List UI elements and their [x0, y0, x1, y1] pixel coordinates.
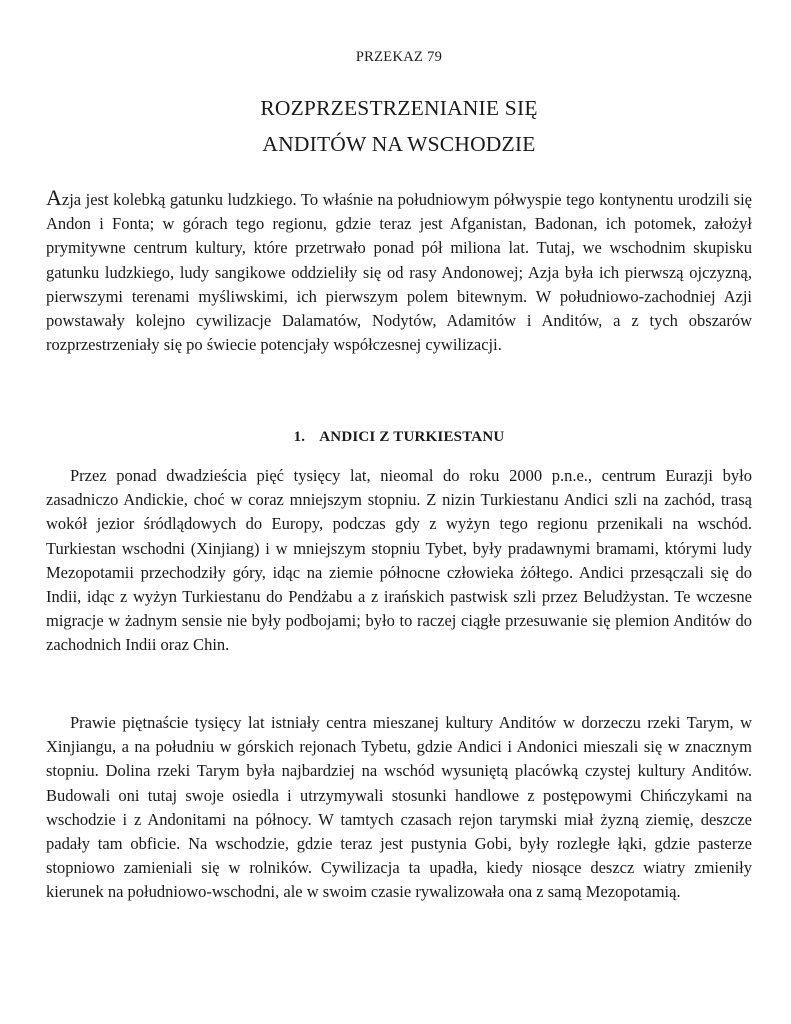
section-title: ANDICI Z TURKIESTANU — [319, 429, 505, 445]
intro-text: zja jest kolebką gatunku ludzkiego. To właśnie na południowym półwyspie tego kontynentu urodzili się Andon i Fonta; w górach tego regionu, gdzie teraz jest Afganistan, Badonan, ich potomek, założył prymitywne centrum kultury, które przetrwało ponad pół miliona lat. Tutaj, we wschodnim skupisku gatunku ludzkiego, ludy sangikowe oddzieliły się od rasy Andonowej; Azja była ich pierwszą ojczyzną, pierwszymi terenami myśliwskimi, ich pierwszym polem bitewnym. W południowo-zachodniej Azji powstawały kolejno cywilizacje Dalamatów, Nodytów, Adamitów i Anditów, a z tych obszarów rozprzestrzeniały się po świecie potencjały współczesnej cywilizacji. — [46, 190, 752, 355]
body-paragraph: Przez ponad dwadzieścia pięć tysięcy lat, nieomal do roku 2000 p.n.e., centrum Eurazji było zasadniczo Andickie, choć w coraz mniejszym stopniu. Z nizin Turkiestanu Andici szli na zachód, trasą wokół jezior śródlądowych do Europy, podczas gdy z wyżyn tego regionu przenikali na wschód. Turkiestan wschodni (Xinjiang) i w mniejszym stopniu Tybet, były pradawnymi bramami, którymi ludy Mezopotamii przechodziły góry, idąc na ziemie północne człowieka żółtego. Andici przesączali się do Indii, idąc z wyżyn Turkiestanu do Pendżabu a z irańskich pastwisk szli przez Beludżystan. Te wczesne migracje w żadnym sensie nie były podbojami; było to raczej ciągłe przesuwanie się plemion Anditów do zachodnich Indii oraz Chin. — [46, 466, 752, 655]
body-paragraph: Prawie piętnaście tysięcy lat istniały centra mieszanej kultury Anditów w dorzeczu rzeki Tarym, w Xinjiangu, a na południu w górskich rejonach Tybetu, gdzie Andici i Andonici mieszali się w znacznym stopniu. Dolina rzeki Tarym była najbardziej na wschód wysuniętą placówką czystej kultury Anditów. Budowali oni tutaj swoje osiedla i utrzymywali stosunki handlowe z postępowymi Chińczykami na wschodzie i z Andonitami na północy. W tamtych czasach rejon tarymski miał żyzną ziemię, deszcze padały tam obficie. Na wschodzie, gdzie teraz jest pustynia Gobi, były rozległe łąki, gdzie pasterze stopniowo zamieniali się w rolników. Cywilizacja ta upadła, kiedy niosące deszcz wiatry zmieniły kierunek na południowo-wschodni, ale w swoim czasie rywalizowała ona z samą Mezopotamią. — [46, 713, 752, 902]
document-label: PRZEKAZ 79 — [355, 49, 443, 65]
section-number: 1. — [293, 429, 306, 445]
document-title — [46, 90, 752, 162]
intro-paragraph — [46, 186, 752, 357]
title-line-1: ROZPRZESTRZENIANIE SIĘ — [260, 96, 538, 120]
title-line-2: ANDITÓW NA WSCHODZIE — [262, 132, 536, 156]
dropcap-letter: A — [46, 185, 62, 210]
section-heading — [46, 429, 752, 446]
